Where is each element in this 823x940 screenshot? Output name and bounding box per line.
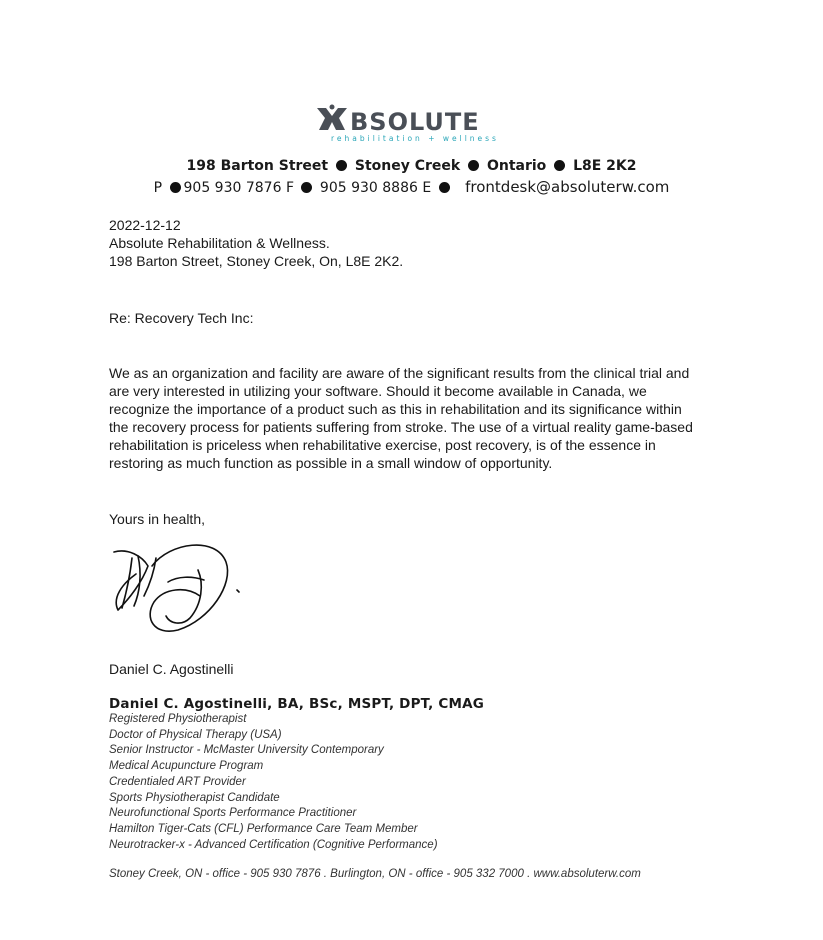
handwritten-signature: [108, 536, 248, 636]
recipient-address: 198 Barton Street, Stoney Creek, On, L8E 2K2.: [109, 253, 404, 269]
fax-number: 905 930 8886: [319, 180, 418, 196]
email-address: frontdesk@absoluterw.com: [465, 178, 670, 196]
recipient-name: Absolute Rehabilitation & Wellness.: [109, 235, 330, 251]
address-province: Ontario: [486, 158, 547, 174]
letterhead-address: [0, 158, 823, 174]
list-item: Credentialed ART Provider: [109, 775, 246, 788]
list-item: Hamilton Tiger-Cats (CFL) Performance Care Team Member: [109, 822, 418, 835]
letter-footer: Stoney Creek, ON - office - 905 930 7876 . Burlington, ON - office - 905 332 7000 . www.absoluterw.com: [109, 868, 641, 880]
bullet-icon: [468, 160, 479, 171]
phone-number: 905 930 7876: [183, 180, 282, 196]
bullet-icon: [170, 182, 181, 193]
list-item: Neurofunctional Sports Performance Practitioner: [109, 807, 357, 820]
phone-label: P: [153, 180, 163, 196]
signature-credentials: Daniel C. Agostinelli, BA, BSc, MSPT, DPT, CMAG: [109, 696, 485, 712]
logo-tagline: rehabilitation + wellness: [331, 134, 499, 143]
letter-subject: Re: Recovery Tech Inc:: [109, 310, 254, 326]
address-postal: L8E 2K2: [573, 158, 637, 174]
address-street: 198 Barton Street: [186, 158, 329, 174]
bullet-icon: [336, 160, 347, 171]
list-item: Senior Instructor - McMaster University Contemporary: [109, 744, 384, 757]
recipient-block: [109, 216, 403, 270]
fax-label: F: [285, 180, 294, 196]
logo-graphic: [314, 104, 516, 144]
letter-body: We as an organization and facility are aware of the significant results from the clinical trial and are very interested in utilizing your software. Should it become available in Canada, we recognize the importance of a product such as this in rehabilitation and its significance within the recovery process for patients suffering from stroke. The use of a virtual reality game-based rehabilitation is priceless when rehabilitative exercise, post recovery, is of the essence in restoring as much function as possible in a small window of opportunity.: [109, 365, 693, 471]
bullet-icon: [554, 160, 565, 171]
titles-list: [109, 712, 438, 853]
letter-date: 2022-12-12: [109, 217, 181, 233]
email-label: E: [422, 180, 432, 196]
list-item: Neurotracker-x - Advanced Certification (Cognitive Performance): [109, 838, 438, 851]
typed-name: Daniel C. Agostinelli: [109, 661, 234, 677]
letter-closing: Yours in health,: [109, 511, 205, 527]
list-item: Registered Physiotherapist: [109, 713, 247, 725]
bullet-icon: [439, 182, 450, 193]
list-item: Medical Acupuncture Program: [109, 760, 264, 773]
logo-text: BSOLUTE: [350, 108, 480, 136]
list-item: Sports Physiotherapist Candidate: [109, 791, 280, 804]
list-item: Doctor of Physical Therapy (USA): [109, 728, 282, 741]
address-city: Stoney Creek: [354, 158, 461, 174]
company-logo: [314, 104, 516, 144]
letterhead-contact: [0, 178, 823, 196]
bullet-icon: [301, 182, 312, 193]
